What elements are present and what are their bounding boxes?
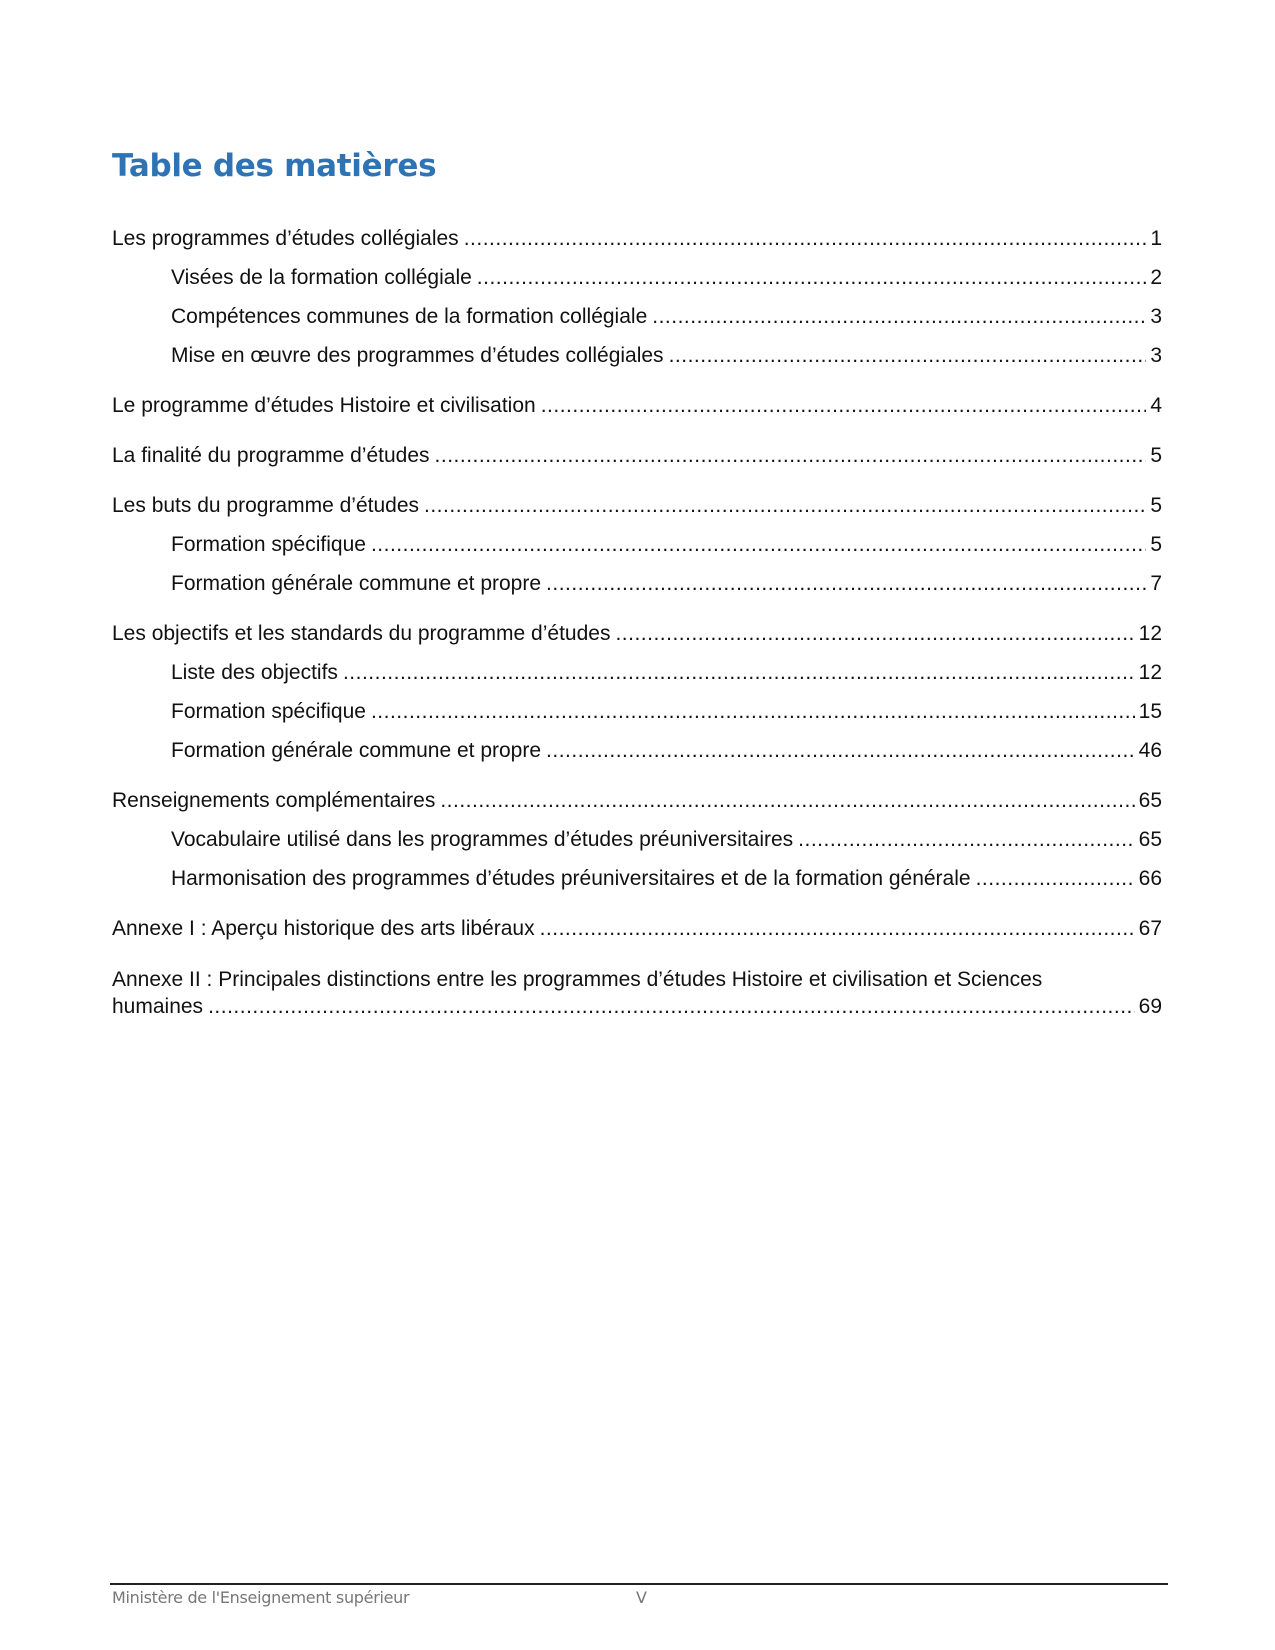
toc-entry-page: 4 — [1150, 394, 1162, 417]
toc-entry-page: 46 — [1138, 739, 1162, 762]
dot-leader — [652, 304, 1146, 330]
footer-rule — [110, 1583, 1168, 1585]
toc-entry-label: Les programmes d’études collégiales — [112, 227, 459, 250]
toc-entry-label: Formation spécifique — [171, 533, 366, 556]
toc-entry-page: 12 — [1138, 622, 1162, 645]
toc-entry-page: 12 — [1138, 661, 1162, 684]
toc-entry-renseignements[interactable] — [112, 788, 1162, 814]
dot-leader — [343, 660, 1135, 686]
toc-entry-label: Visées de la formation collégiale — [171, 266, 472, 289]
dot-leader — [669, 343, 1147, 369]
dot-leader — [440, 788, 1134, 814]
toc-entry-page: 3 — [1150, 305, 1162, 328]
toc-entry-page: 69 — [1138, 995, 1162, 1018]
dot-leader — [208, 993, 1135, 1020]
dot-leader — [371, 532, 1146, 558]
dot-leader — [976, 866, 1135, 892]
toc-entry-label: La finalité du programme d’études — [112, 444, 430, 467]
toc-entry-vocabulaire[interactable] — [112, 827, 1162, 853]
toc-entry-histoire-civilisation[interactable] — [112, 393, 1162, 419]
dot-leader — [541, 393, 1147, 419]
toc-entry-formation-specifique[interactable] — [112, 532, 1162, 558]
toc-entry-label-line2: humaines — [112, 995, 204, 1018]
toc-entry-liste-objectifs[interactable] — [112, 660, 1162, 686]
toc-entry-label: Le programme d’études Histoire et civilisation — [112, 394, 536, 417]
toc-entry-competences-communes[interactable] — [112, 304, 1162, 330]
toc-entry-label: Mise en œuvre des programmes d’études collégiales — [171, 344, 664, 367]
toc-entry-page: 5 — [1150, 494, 1162, 517]
toc-entry-label: Renseignements complémentaires — [112, 789, 436, 812]
toc-entry-finalite[interactable] — [112, 443, 1162, 469]
toc-entry-harmonisation[interactable] — [112, 866, 1162, 892]
toc-entry-label: Formation générale commune et propre — [171, 572, 542, 595]
footer-page-number: V — [636, 1588, 647, 1607]
toc-entry-formation-specifique-2[interactable] — [112, 699, 1162, 725]
dot-leader — [435, 443, 1147, 469]
toc-entry-label: Harmonisation des programmes d’études préuniversitaires et de la formation générale — [171, 867, 971, 890]
toc-entry-page: 1 — [1150, 227, 1162, 250]
toc-entry-line2 — [112, 993, 1162, 1020]
toc-entry-formation-generale[interactable] — [112, 571, 1162, 597]
dot-leader — [798, 827, 1134, 853]
toc-entry-visees[interactable] — [112, 265, 1162, 291]
toc-entry-label: Formation spécifique — [171, 700, 366, 723]
toc-entry-page: 2 — [1150, 266, 1162, 289]
toc-entry-label: Les objectifs et les standards du programme d’études — [112, 622, 611, 645]
toc-entry-label: Compétences communes de la formation collégiale — [171, 305, 648, 328]
toc-entry-label-line1: Annexe II : Principales distinctions entre les programmes d’études Histoire et civilisation et Sciences — [112, 968, 1043, 991]
dot-leader — [546, 738, 1135, 764]
toc-entry-annexe-2[interactable] — [112, 966, 1162, 1020]
toc-entry-page: 5 — [1150, 444, 1162, 467]
dot-leader — [615, 621, 1134, 647]
toc-entry-page: 5 — [1150, 533, 1162, 556]
toc-entry-page: 3 — [1150, 344, 1162, 367]
toc-entry-label: Liste des objectifs — [171, 661, 338, 684]
toc-entry-page: 15 — [1138, 700, 1162, 723]
dot-leader — [424, 493, 1146, 519]
toc-entry-page: 67 — [1138, 917, 1162, 940]
toc-entry-objectifs-standards[interactable] — [112, 621, 1162, 647]
toc-entry-page: 7 — [1150, 572, 1162, 595]
toc-entry-formation-generale-2[interactable] — [112, 738, 1162, 764]
page-title: Table des matières — [112, 148, 437, 184]
toc-entry-page: 66 — [1138, 867, 1162, 890]
dot-leader — [371, 699, 1135, 725]
toc-entry-page: 65 — [1138, 789, 1162, 812]
toc-entry-page: 65 — [1138, 828, 1162, 851]
table-of-contents — [112, 226, 1162, 1020]
dot-leader — [546, 571, 1146, 597]
dot-leader — [540, 916, 1135, 942]
toc-entry-mise-en-oeuvre[interactable] — [112, 343, 1162, 369]
toc-entry-annexe-1[interactable] — [112, 916, 1162, 942]
dot-leader — [464, 226, 1147, 252]
toc-entry-buts[interactable] — [112, 493, 1162, 519]
toc-entry-programmes-collegiaux[interactable] — [112, 226, 1162, 252]
toc-entry-label: Vocabulaire utilisé dans les programmes d’études préuniversitaires — [171, 828, 794, 851]
toc-entry-label: Les buts du programme d’études — [112, 494, 420, 517]
toc-entry-label: Annexe I : Aperçu historique des arts libéraux — [112, 917, 535, 940]
dot-leader — [477, 265, 1147, 291]
toc-entry-label: Formation générale commune et propre — [171, 739, 542, 762]
footer-ministry: Ministère de l'Enseignement supérieur — [112, 1588, 410, 1607]
